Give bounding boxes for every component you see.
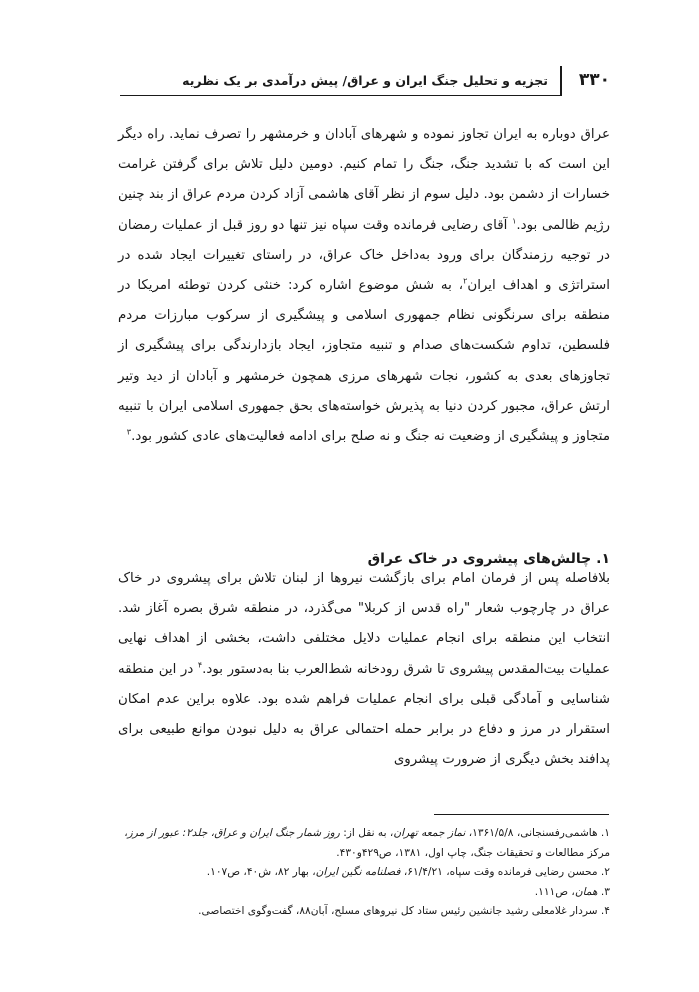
paragraph-2-part-a: بلافاصله پس از فرمان امام برای بازگشت نیروها از لبنان تلاش برای پیشروی در خاک عراق در چارچوب شعار "راه قدس از کربلا" می‌گذرد، در منطقه شرق بصره آغاز شد. انتخاب این منطقه برای انجام عملیات دلایل مختلفی داشت، بخشی از اهداف نهایی عملیات بیت‌المقدس پیشروی تا شرق رودخانه شط‌العرب بنا به‌دستور بود. (118, 571, 610, 677)
footnote-1-source: نماز جمعه تهران (393, 827, 466, 839)
footnote-2 (100, 863, 610, 883)
running-header-title: تجزیه و تحلیل جنگ ایران و عراق/ پیش درآمدی بر یک نظریه (182, 73, 548, 88)
section-heading: ۱. چالش‌های پیشروی در خاک عراق (367, 550, 610, 567)
footnote-1-part-a: ۱. هاشمی‌رفسنجانی، ۱۳۶۱/۵/۸، (465, 827, 610, 839)
footnote-1-part-c: ، به نقل از: (339, 827, 394, 839)
paragraph-1-part-c: ، به شش موضوع اشاره کرد: خنثی کردن توطئه امریکا در منطقه برای سرنگونی نظام جمهوری اسلامی و پیشگیری از سرکوب مبارزات مردم فلسطین، تداوم شکست‌های صدام و تنبیه متجاوز، ایجاد بازدارندگی برای پیشگیری از تجاوزهای بعدی به کشور، نجات شهرهای مرزی همچون خرمشهر و آبادان از دید وتیر ارتش عراق، مجبور کردن دنیا به پذیرش خواسته‌های بحق جمهوری اسلامی ایران با تنبیه متجاوز و پیشگیری از وضعیت نه جنگ و نه صلح برای ادامه فعالیت‌های عادی کشور بود. (118, 278, 610, 445)
footnote-2-part-a: ۲. محسن رضایی فرمانده وقت سپاه، ۶۱/۴/۲۱، (400, 866, 610, 878)
footnote-1-part-e: ، مرکز مطالعات و تحقیقات جنگ، چاپ اول، ۱۳۸۱، ص۴۲۹و۴۳۰. (124, 827, 610, 859)
section-text (118, 564, 610, 775)
running-header (120, 66, 610, 96)
footnote-4: ۴. سردار غلامعلی رشید جانشین رئیس ستاد کل نیروهای مسلح، آبان۸۸، گفت‌وگوی اختصاصی. (198, 905, 610, 917)
paragraph-1-part-b: آقای رضایی فرمانده وقت سپاه نیز تنها دو روز قبل از عملیات رمضان در توجیه رزمندگان برای ورود به‌داخل خاک عراق، در راستای تغییرات ایجاد شده در استراتژی و اهداف ایران (118, 217, 610, 294)
footnote-ref-3: ۳ (126, 427, 132, 437)
footnote-2-part-c: ، بهار ۸۲، ش۴۰، ص۱۰۷. (206, 866, 316, 878)
footnote-1-book-title: روز شمار جنگ ایران و عراق، جلد۲: عبور از مرز (127, 827, 340, 839)
footnote-3-ibid: همان (574, 885, 598, 898)
footnote-ref-2: ۲ (463, 276, 468, 286)
main-text (118, 120, 610, 452)
footnote-2-journal: فصلنامه نگین ایران (315, 866, 401, 878)
paragraph-2-part-b: در این منطقه شناسایی و آمادگی قبلی برای انجام عملیات فراهم شده بود. علاوه براین عدم امکان استقرار در مرز و دفاع در برابر حمله احتمالی عراق به دلیل نبودن موانع طبیعی برای پدافند بخش دیگری از ضرورت پیشروی (118, 661, 610, 768)
paragraph-1 (118, 120, 610, 452)
header-vertical-rule (560, 66, 562, 96)
page-number: ۳۳۰ (578, 70, 610, 90)
paragraph-1-part-a: عراق دوباره به ایران تجاوز نموده و شهرهای آبادان و خرمشهر را تصرف نماید. راه دیگر این است که با تشدید جنگ، جنگ را تمام کنیم. دومین دلیل تلاش برای گرفتن غرامت خسارات از دشمن بود. دلیل سوم از نظر آقای هاشمی آزاد کردن مردم عراق از بند چنین رژیم ظالمی بود. (118, 127, 611, 233)
footnote-separator (434, 814, 609, 815)
footnote-1 (100, 824, 610, 863)
footnote-3-part-a: ۳. (597, 885, 610, 898)
footnote-ref-1: ۱ (512, 216, 517, 226)
footnote-3 (100, 883, 610, 903)
footnotes (100, 824, 610, 922)
footnote-3-part-c: ، ص۱۱۱. (534, 885, 575, 898)
header-horizontal-rule (120, 95, 562, 96)
footnote-ref-4: ۴ (197, 660, 203, 670)
paragraph-2 (118, 564, 610, 775)
